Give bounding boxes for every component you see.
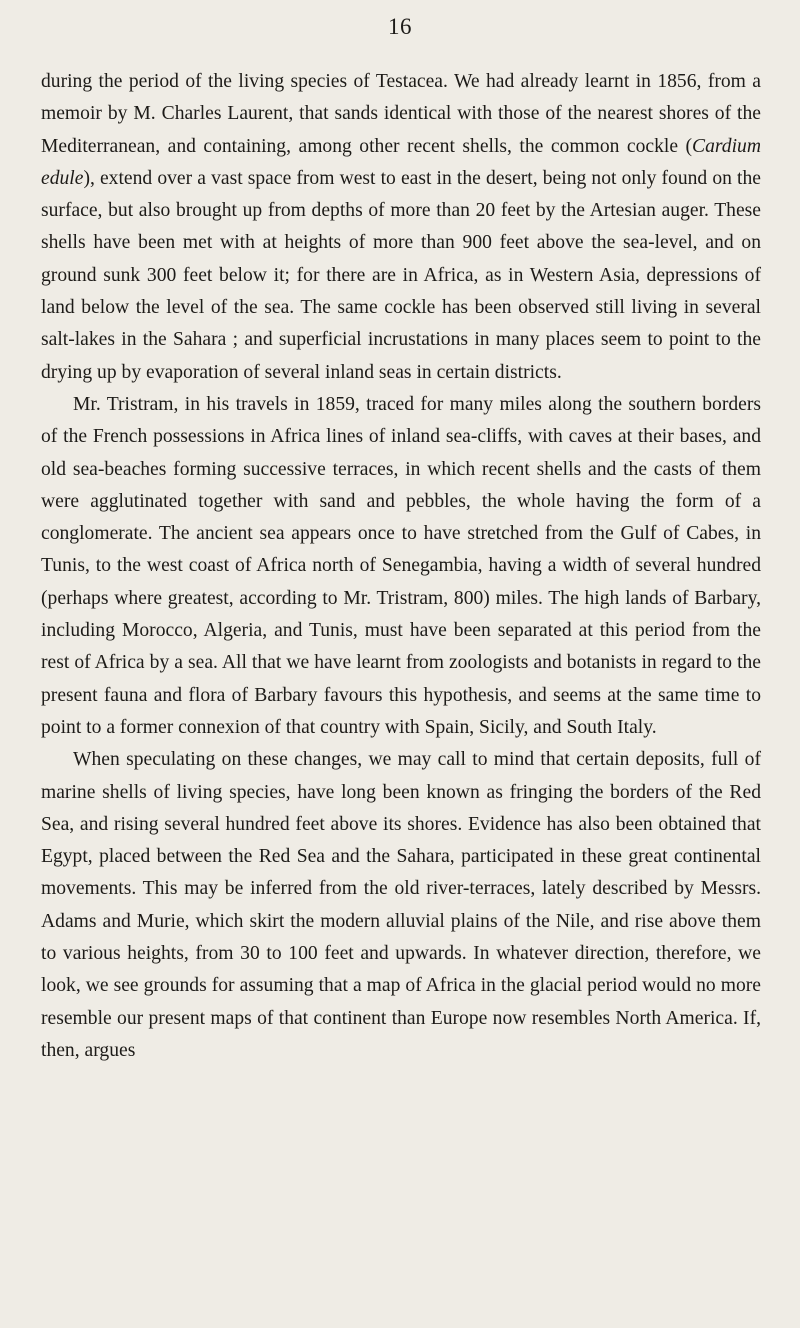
paragraph-1 [41,66,761,389]
paragraph-1-text-a: during the period of the living species of Testacea. We had already learnt in 1856, from a memoir by M. Charles Laurent, that sands identical with those of the nearest shores of the Mediterranean, and containing, among other recent shells, the common cockle ( [41,71,761,157]
paragraph-1-italic-term: Cardium edule [41,135,761,189]
page-number: 16 [388,14,412,39]
paragraph-1-text-b: ), extend over a vast space from west to east in the desert, being not only found on the surface, but also brought up from depths of more than 20 feet by the Artesian auger. These shells have been met with at heights of more than 900 feet above the sea-level, and on ground sunk 300 feet below it; for there are in Africa, as in Western Asia, depressions of land below the level of the sea. The same cockle has been observed still living in several salt-lakes in the Sahara ; and superficial incrustations in many places seem to point to the drying up by evaporation of several inland seas in certain districts. [41,167,761,383]
body-text [41,66,761,1067]
paragraph-3: When speculating on these changes, we may call to mind that certain deposits, full of marine shells of living species, have long been known as fringing the borders of the Red Sea, and rising several hundred feet above its shores. Evidence has also been obtained that Egypt, placed between the Red Sea and the Sahara, participated in these great continental movements. This may be inferred from the old river-terraces, lately described by Messrs. Adams and Murie, which skirt the modern alluvial plains of the Nile, and rise above them to various heights, from 30 to 100 feet and upwards. In whatever direction, therefore, we look, we see grounds for assuming that a map of Africa in the glacial period would no more resemble our present maps of that continent than Europe now resembles North America. If, then, argues [41,749,761,1061]
paragraph-2: Mr. Tristram, in his travels in 1859, traced for many miles along the southern borders of the French possessions in Africa lines of inland sea-cliffs, with caves at their bases, and old sea-beaches forming successive terraces, in which recent shells and the casts of them were agglutinated together with sand and pebbles, the whole having the form of a conglomerate. The ancient sea appears once to have stretched from the Gulf of Cabes, in Tunis, to the west coast of Africa north of Senegambia, having a width of several hundred (perhaps where greatest, according to Mr. Tristram, 800) miles. The high lands of Barbary, including Morocco, Algeria, and Tunis, must have been separated at this period from the rest of Africa by a sea. All that we have learnt from zoologists and botanists in regard to the present fauna and flora of Barbary favours this hypothesis, and seems at the same time to point to a former connexion of that country with Spain, Sicily, and South Italy. [41,393,761,738]
